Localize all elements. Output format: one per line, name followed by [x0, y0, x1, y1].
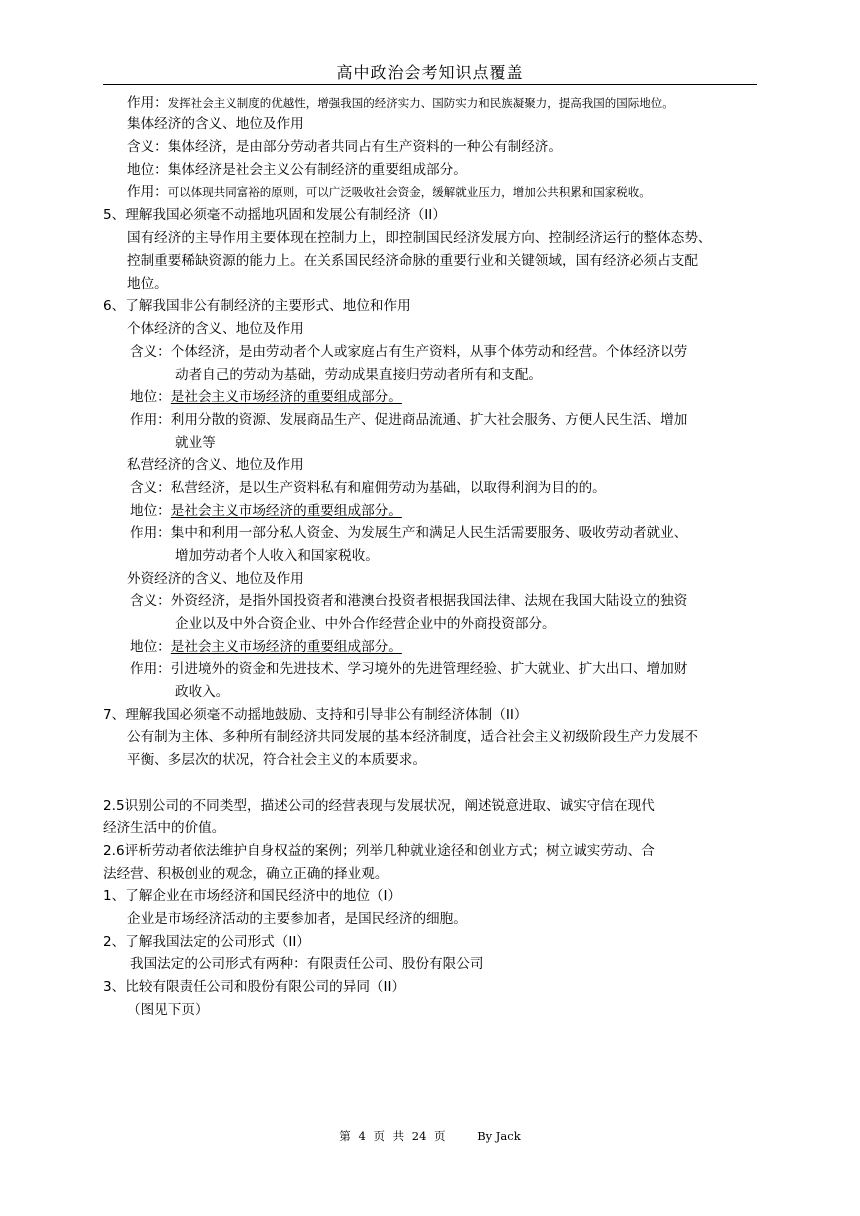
label: 地位： — [130, 389, 171, 405]
underlined-text: 是社会主义市场经济的重要组成部分。 — [170, 389, 402, 405]
small-text: 可以体现共同富裕的原则，可以广泛吸收社会资金，缓解就业压力，增加公共积累和国家税收。 — [167, 185, 651, 199]
text-line: 我国法定的公司形式有两种：有限责任公司、股份有限公司 — [130, 956, 484, 972]
text-line — [127, 93, 674, 113]
text-line: 地位：集体经济是社会主义公有制经济的重要组成部分。 — [127, 162, 467, 178]
section-heading: 2、了解我国法定的公司形式（II） — [103, 934, 310, 950]
text-line: 企业是市场经济活动的主要参加者，是国民经济的细胞。 — [127, 911, 467, 927]
small-text: 发挥社会主义制度的优越性，增强我国的经济实力、国防实力和民族凝聚力，提高我国的国际地位。 — [167, 96, 674, 110]
footer-prefix: 第 — [339, 1129, 351, 1143]
subheading: 外资经济的含义、地位及作用 — [127, 571, 304, 587]
text-line: 含义：私营经济，是以生产资料私有和雇佣劳动为基础，以取得利润为目的的。 — [130, 480, 606, 496]
section-heading: 6、了解我国非公有制经济的主要形式、地位和作用 — [103, 298, 411, 314]
page-title: 高中政治会考知识点覆盖 — [336, 63, 524, 82]
page-total: 24 — [411, 1129, 427, 1143]
section-heading: 5、理解我国必须毫不动摇地巩固和发展公有制经济（II） — [103, 207, 446, 223]
text-line — [130, 637, 402, 657]
text-line — [130, 501, 402, 521]
text-line: 企业以及中外合资企业、中外合作经营企业中的外商投资部分。 — [175, 616, 556, 632]
underlined-text: 是社会主义市场经济的重要组成部分。 — [170, 639, 402, 655]
text-line — [127, 182, 651, 202]
text-line: 含义：集体经济，是由部分劳动者共同占有生产资料的一种公有制经济。 — [127, 139, 562, 155]
page-footer — [0, 1128, 860, 1144]
section-heading: 1、了解企业在市场经济和国民经济中的地位（I） — [103, 888, 402, 904]
text-line: 作用：集中和利用一部分私人资金、为发展生产和满足人民生活需要服务、吸收劳动者就业、 — [130, 525, 688, 541]
text-line: 含义：个体经济，是由劳动者个人或家庭占有生产资料，从事个体劳动和经营。个体经济以劳 — [130, 344, 688, 360]
text-line: 动者自己的劳动为基础，劳动成果直接归劳动者所有和支配。 — [175, 367, 543, 383]
subheading: 私营经济的含义、地位及作用 — [127, 457, 304, 473]
standard-line: 2.6评析劳动者依法维护自身权益的案例；列举几种就业途径和创业方式；树立诚实劳动、合 — [103, 843, 655, 859]
text-line: 平衡、多层次的状况，符合社会主义的本质要求。 — [127, 752, 427, 768]
subheading: 集体经济的含义、地位及作用 — [127, 116, 304, 132]
text-line — [130, 387, 402, 407]
footer-mid1: 页 — [373, 1129, 385, 1143]
underlined-text: 是社会主义市场经济的重要组成部分。 — [170, 503, 402, 519]
page-number: 4 — [358, 1129, 366, 1143]
text-line: 公有制为主体、多种所有制经济共同发展的基本经济制度，适合社会主义初级阶段生产力发展不 — [127, 729, 698, 745]
text-line: 含义：外资经济，是指外国投资者和港澳台投资者根据我国法律、法规在我国大陆设立的独资 — [130, 593, 688, 609]
text-line: （图见下页） — [127, 1002, 209, 1018]
footer-mid2: 共 — [392, 1129, 405, 1143]
text-line: 国有经济的主导作用主要体现在控制力上，即控制国民经济发展方向、控制经济运行的整体态势、 — [127, 230, 712, 246]
section-heading: 3、比较有限责任公司和股份有限公司的异同（II） — [103, 979, 406, 995]
label: 作用： — [127, 184, 168, 200]
text-line: 增加劳动者个人收入和国家税收。 — [175, 548, 379, 564]
footer-author: By Jack — [477, 1129, 521, 1143]
standard-line: 2.5识别公司的不同类型，描述公司的经营表现与发展状况，阐述锐意进取、诚实守信在现代 — [103, 798, 655, 814]
standard-line: 法经营、积极创业的观念，确立正确的择业观。 — [103, 866, 389, 882]
footer-suffix: 页 — [434, 1129, 446, 1143]
label: 地位： — [130, 503, 171, 519]
label: 地位： — [130, 639, 171, 655]
label: 作用： — [127, 95, 168, 111]
section-heading: 7、理解我国必须毫不动摇地鼓励、支持和引导非公有制经济体制（II） — [103, 707, 528, 723]
header-rule — [103, 84, 757, 85]
text-line: 政收入。 — [175, 684, 230, 700]
text-line: 地位。 — [127, 276, 168, 292]
subheading: 个体经济的含义、地位及作用 — [127, 321, 304, 337]
text-line: 作用：利用分散的资源、发展商品生产、促进商品流通、扩大社会服务、方便人民生活、增加 — [130, 412, 688, 428]
standard-line: 经济生活中的价值。 — [103, 820, 226, 836]
text-line: 控制重要稀缺资源的能力上。在关系国民经济命脉的重要行业和关键领域，国有经济必须占支配 — [127, 253, 698, 269]
text-line: 作用：引进境外的资金和先进技术、学习境外的先进管理经验、扩大就业、扩大出口、增加财 — [130, 661, 688, 677]
text-line: 就业等 — [175, 435, 216, 451]
